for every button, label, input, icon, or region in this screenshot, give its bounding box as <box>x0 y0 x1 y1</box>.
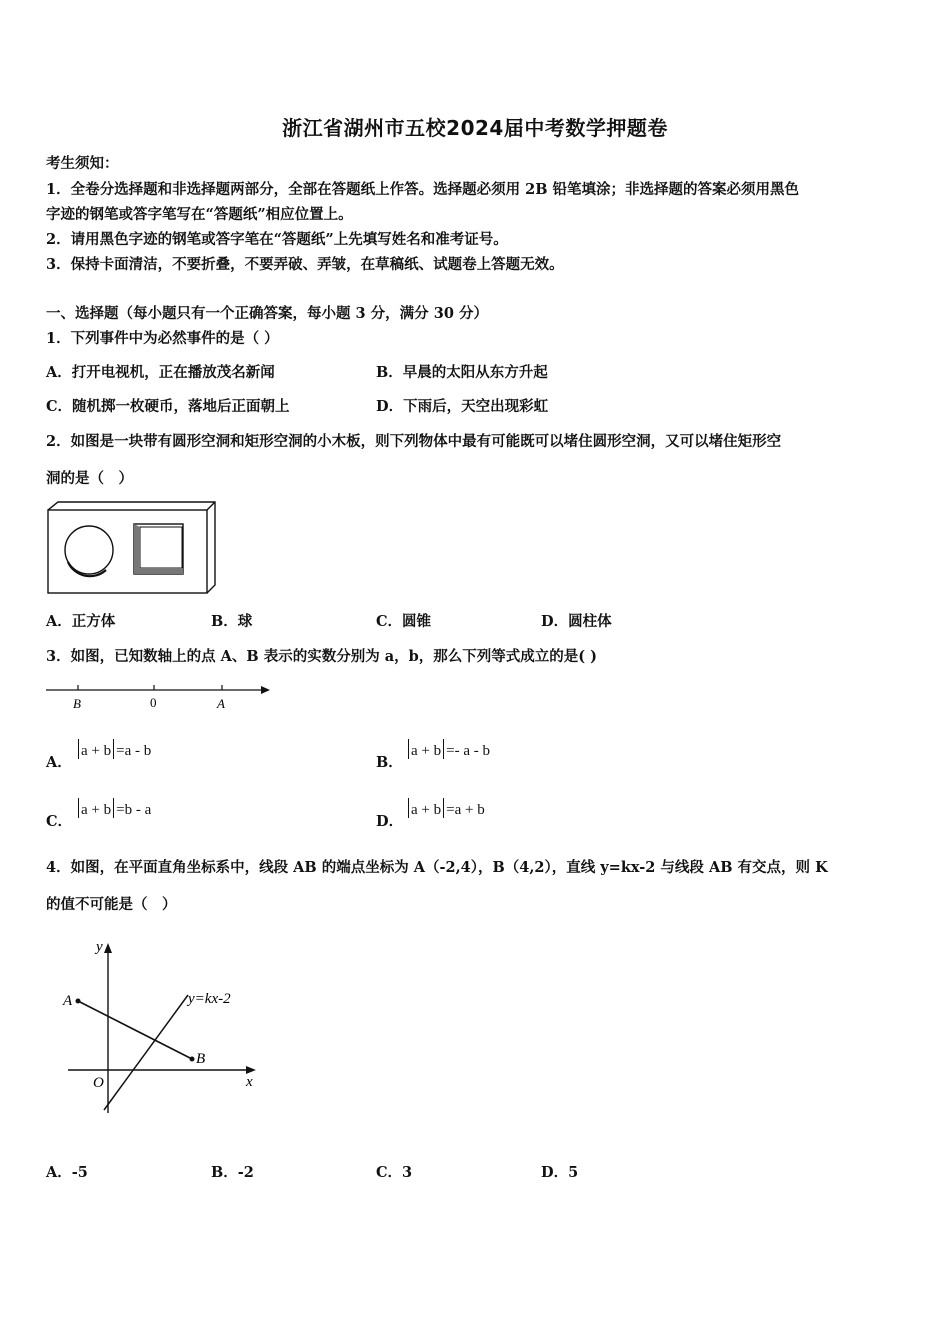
abs-bar-left <box>408 798 409 818</box>
q4-option-c: C．3 <box>376 1164 413 1181</box>
notice-line-1b: 字迹的钢笔或答字笔写在“答题纸”相应位置上。 <box>46 206 353 223</box>
abs-bar-right <box>443 739 444 759</box>
label-a: A <box>217 696 225 711</box>
round-hole <box>65 526 113 574</box>
notice-line-3: 3．保持卡面清洁，不要折叠，不要弄破、弄皱，在草稿纸、试题卷上答题无效。 <box>46 256 564 273</box>
q3-option-a-expr <box>76 739 151 760</box>
label-line: y=kx-2 <box>188 991 231 1007</box>
page-title: 浙江省湖州市五校2024届中考数学押题卷 <box>282 116 668 140</box>
abs-bar-right <box>113 798 114 818</box>
label-b: B <box>73 696 81 711</box>
line-kx-2 <box>104 995 188 1110</box>
segment-ab <box>78 1001 192 1059</box>
q3-option-c-expr <box>76 798 151 819</box>
q1-option-c: C．随机掷一枚硬币，落地后正面朝上 <box>46 398 290 415</box>
point-b <box>190 1057 195 1062</box>
q3-option-b-outer: =- a - b <box>446 743 490 759</box>
label-zero: 0 <box>150 695 157 710</box>
board-edge <box>207 502 215 510</box>
q4-option-a: A．-5 <box>46 1164 88 1181</box>
q2-option-b: B．球 <box>211 613 253 630</box>
point-a <box>76 999 81 1004</box>
square-hole-shadow <box>134 524 183 574</box>
q3-option-b-inner: a + b <box>411 743 442 759</box>
q3-option-d-inner: a + b <box>411 802 442 818</box>
q2-option-a: A．正方体 <box>46 613 116 630</box>
q3-option-c-label: C． <box>46 813 73 830</box>
q3-option-a-label: A． <box>46 754 72 771</box>
q3-stem: 3．如图，已知数轴上的点 A、B 表示的实数分别为 a，b，那么下列等式成立的是( ) <box>46 648 598 665</box>
q3-option-b-label: B． <box>376 754 403 771</box>
q2-option-c: C．圆锥 <box>376 613 432 630</box>
q3-option-a-outer: =a - b <box>116 743 152 759</box>
q3-option-d-expr <box>406 798 485 819</box>
label-b: B <box>196 1051 206 1067</box>
abs-bar-left <box>408 739 409 759</box>
label-origin: O <box>93 1075 104 1091</box>
q1-option-a: A．打开电视机，正在播放茂名新闻 <box>46 364 275 381</box>
y-axis-arrow <box>104 943 112 953</box>
square-hole <box>134 524 183 574</box>
square-hole-inner <box>140 527 182 568</box>
notice-heading: 考生须知： <box>46 155 119 172</box>
q4-stem-b: 的值不可能是（ ） <box>46 896 177 913</box>
coordinate-graph-figure <box>60 935 265 1120</box>
x-axis-arrow <box>246 1066 256 1074</box>
q3-option-d-label: D． <box>376 813 404 830</box>
label-y: y <box>96 939 103 955</box>
label-a: A <box>63 993 73 1009</box>
q3-option-a-inner: a + b <box>81 743 112 759</box>
q2-stem-a: 2．如图是一块带有圆形空洞和矩形空洞的小木板，则下列物体中最有可能既可以堵住圆形空洞，又可以堵住矩形空 <box>46 433 782 450</box>
notice-line-1a: 1．全卷分选择题和非选择题两部分，全部在答题纸上作答。选择题必须用 2B 铅笔填涂；非选择题的答案必须用黑色 <box>46 181 800 198</box>
q1-stem: 1．下列事件中为必然事件的是（ ） <box>46 330 279 347</box>
abs-bar-right <box>443 798 444 818</box>
q3-option-c-outer: =b - a <box>116 802 152 818</box>
q4-option-d: D．5 <box>541 1164 579 1181</box>
q4-stem-a: 4．如图，在平面直角坐标系中，线段 AB 的端点坐标为 A（-2,4），B（4,2），直线 y=kx-2 与线段 AB 有交点，则 K <box>46 859 828 876</box>
section-heading: 一、选择题（每小题只有一个正确答案，每小题 3 分，满分 30 分） <box>46 305 488 322</box>
q3-option-b-expr <box>406 739 490 760</box>
number-line-arrow <box>261 686 270 694</box>
board-depth <box>48 502 215 593</box>
q1-option-b: B．早晨的太阳从东方升起 <box>376 364 548 381</box>
q2-stem-b: 洞的是（ ） <box>46 470 133 487</box>
q3-option-c-inner: a + b <box>81 802 112 818</box>
q2-option-d: D．圆柱体 <box>541 613 612 630</box>
number-line-figure <box>44 680 276 716</box>
notice-line-2: 2．请用黑色字迹的钢笔或答字笔在“答题纸”上先填写姓名和准考证号。 <box>46 231 508 248</box>
wood-board-figure <box>44 500 219 600</box>
abs-bar-right <box>113 739 114 759</box>
label-x: x <box>246 1074 253 1090</box>
q3-option-d-outer: =a + b <box>446 802 485 818</box>
q1-option-d: D．下雨后，天空出现彩虹 <box>376 398 549 415</box>
q4-option-b: B．-2 <box>211 1164 254 1181</box>
abs-bar-left <box>78 739 79 759</box>
abs-bar-left <box>78 798 79 818</box>
